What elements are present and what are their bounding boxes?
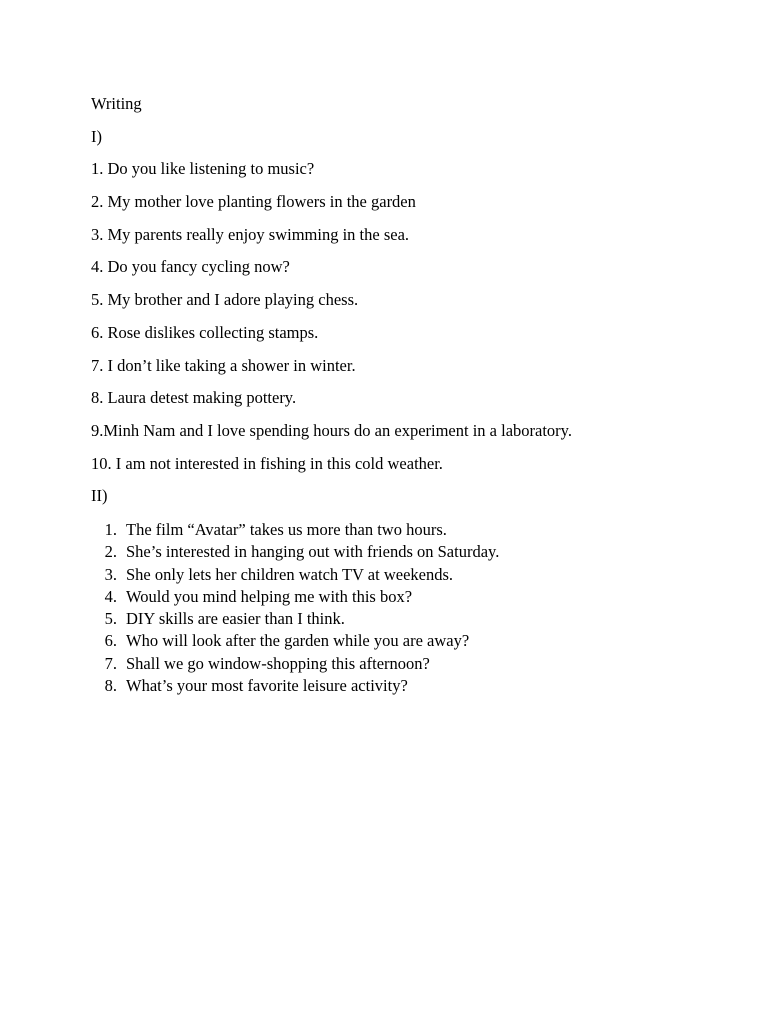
section-1-item: 9.Minh Nam and I love spending hours do an experiment in a laboratory. [91,420,572,440]
list-item [91,586,731,608]
list-item-text: DIY skills are easier than I think. [126,609,345,629]
list-item-text: She only lets her children watch TV at weekends. [126,564,454,584]
list-item-text: Would you mind helping me with this box? [126,586,413,606]
document-body [91,93,731,697]
section-1-item: 3. My parents really enjoy swimming in the sea. [91,224,410,244]
list-item-number: 3. [104,564,117,584]
section-1-item: 5. My brother and I adore playing chess. [91,290,359,310]
list-item-number: 5. [104,609,117,629]
list-item-number: 7. [104,653,117,673]
list-item-number: 1. [104,519,117,539]
section-1-item: 1. Do you like listening to music? [91,159,315,179]
list-item [91,519,731,541]
list-item [91,675,731,697]
list-item-number: 2. [104,542,117,562]
section-1-item: 7. I don’t like taking a shower in winter. [91,355,356,375]
list-item-text: What’s your most favorite leisure activity? [126,676,408,696]
list-item [91,564,731,586]
section-2-list [91,519,731,697]
list-item-text: The film “Avatar” takes us more than two hours. [126,519,447,539]
section-2-label: II) [91,486,108,506]
list-item [91,608,731,630]
section-1-label: I) [91,126,102,146]
list-item-text: Who will look after the garden while you are away? [126,631,470,651]
section-1-item: 10. I am not interested in fishing in this cold weather. [91,453,443,473]
section-1-item: 4. Do you fancy cycling now? [91,257,290,277]
list-item [91,541,731,563]
section-1-item: 6. Rose dislikes collecting stamps. [91,322,319,342]
document-heading: Writing [91,94,142,113]
list-item-number: 8. [104,676,117,696]
list-item-number: 6. [104,631,117,651]
section-1-item: 8. Laura detest making pottery. [91,388,297,408]
list-item [91,630,731,652]
list-item [91,653,731,675]
list-item-text: Shall we go window-shopping this afternoon? [126,653,430,673]
section-1-item: 2. My mother love planting flowers in the garden [91,192,416,212]
list-item-number: 4. [104,586,117,606]
list-item-text: She’s interested in hanging out with friends on Saturday. [126,542,500,562]
